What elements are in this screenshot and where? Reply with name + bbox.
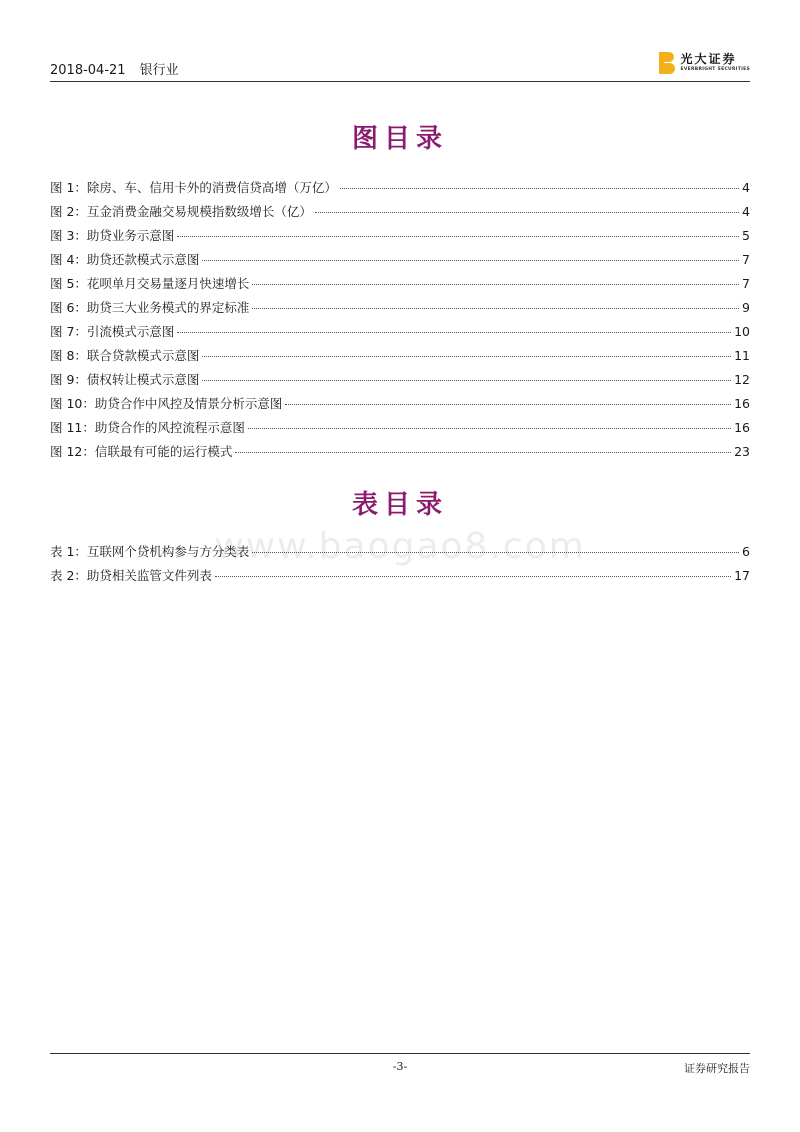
figures-section-title: 图目录 [351, 124, 448, 154]
logo-name-cn: 光大证券 [680, 52, 737, 67]
logo-b-icon [659, 52, 675, 74]
industry-label: 银行业 [139, 63, 179, 78]
toc-item[interactable]: 图 6：助贷三大业务模式的界定标准 9 [50, 300, 750, 315]
toc-item[interactable]: 图 7：引流模式示意图 10 [50, 324, 750, 339]
logo-name-en: EVERBRIGHT SECURITIES [680, 67, 750, 73]
toc-item[interactable]: 图 3：助贷业务示意图 5 [50, 228, 750, 243]
watermark: www.baogao8.com [214, 526, 586, 567]
toc-item[interactable]: 图 9：债权转让模式示意图 12 [50, 372, 750, 387]
toc-item[interactable]: 图 8：联合贷款模式示意图 11 [50, 348, 750, 363]
toc-item[interactable]: 图 10：助贷合作中风控及情景分析示意图 16 [50, 396, 750, 411]
header-divider [50, 81, 750, 82]
toc-item[interactable]: 图 11：助贷合作的风控流程示意图 16 [50, 420, 750, 435]
toc-item[interactable]: 图 1：除房、车、信用卡外的消费信贷高增（万亿） 4 [50, 180, 750, 195]
header-left [50, 59, 179, 78]
report-type-label: 证券研究报告 [684, 1062, 750, 1075]
tables-section-title: 表目录 [351, 490, 448, 520]
figures-list [50, 178, 750, 466]
toc-item[interactable]: 图 12：信联最有可能的运行模式 23 [50, 444, 750, 459]
toc-item[interactable]: 表 1：互联网个贷机构参与方分类表 6 [50, 544, 750, 559]
page-number: -3- [392, 1060, 408, 1073]
footer-divider [50, 1053, 750, 1054]
report-date: 2018-04-21 [50, 63, 126, 78]
page-footer [50, 1053, 750, 1083]
page-header [50, 52, 750, 82]
toc-item[interactable]: 图 5：花呗单月交易量逐月快速增长 7 [50, 276, 750, 291]
toc-item[interactable]: 表 2：助贷相关监管文件列表 17 [50, 568, 750, 583]
toc-item[interactable]: 图 4：助贷还款模式示意图 7 [50, 252, 750, 267]
company-logo [659, 48, 750, 78]
tables-list [50, 542, 750, 590]
toc-item[interactable]: 图 2：互金消费金融交易规模指数级增长（亿） 4 [50, 204, 750, 219]
